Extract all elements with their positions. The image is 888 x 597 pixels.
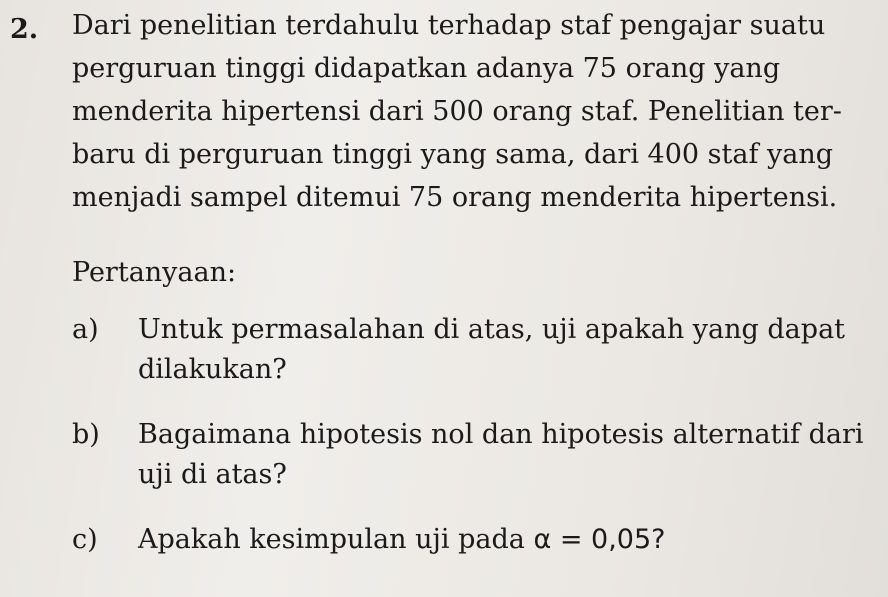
item-line: Bagaimana hipotesis nol dan hipotesis alternatif dari [138,419,864,450]
statement-line: Dari penelitian terdahulu terhadap staf pengajar suatu [72,10,826,41]
problem-statement [72,4,882,219]
statement-line: baru di perguruan tinggi yang sama, dari 400 staf yang [72,139,834,170]
item-marker: a) [72,314,99,345]
item-line: Untuk permasalahan di atas, uji apakah yang dapat [138,314,846,345]
item-line-text: Apakah kesimpulan uji pada [138,524,534,555]
alpha-formula: α = 0,05? [533,524,666,555]
item-text [138,520,888,560]
statement-line: perguruan tinggi didapatkan adanya 75 orang yang [72,53,781,84]
item-marker: c) [72,524,98,555]
questions-heading: Pertanyaan: [72,257,237,288]
problem-number: 2. [10,14,39,45]
item-text [138,415,888,495]
item-text [138,310,888,390]
statement-line: menderita hipertensi dari 500 orang staf. Penelitian ter- [72,96,842,127]
item-line: uji di atas? [138,459,287,490]
item-marker: b) [72,419,100,450]
statement-line: menjadi sampel ditemui 75 orang menderita hipertensi. [72,182,838,213]
item-line: dilakukan? [138,354,287,385]
item-line [138,520,888,560]
